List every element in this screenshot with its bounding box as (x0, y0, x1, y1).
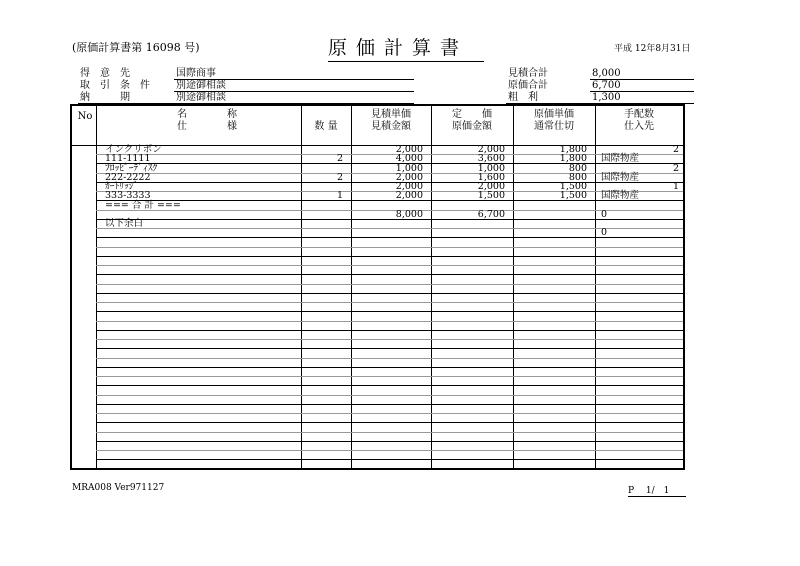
col-qty: 数 量 (314, 121, 338, 132)
delivery-value: 別途御相談 (174, 92, 414, 104)
row-sup: 0 (601, 208, 608, 220)
row-list: 2,000 (477, 181, 505, 192)
page-number: P 1/ 1 (628, 483, 686, 497)
row-list: 1,600 (477, 171, 505, 183)
row-cost: 800 (568, 171, 587, 183)
col-list-price: 定 価 (452, 109, 492, 120)
row-count: 2 (672, 144, 679, 155)
row-qty: 1 (336, 190, 343, 202)
row-est: 2,000 (395, 144, 423, 155)
customer-label: 得 意 先 (80, 68, 130, 80)
page-title: 原価計算書 (328, 33, 484, 62)
row-count: 2 (672, 162, 679, 174)
row-est: 2,000 (395, 181, 423, 192)
terms-value: 別途御相談 (174, 80, 414, 92)
document-number: (原価計算書第 16098 号) (72, 41, 200, 54)
row-cost: 1,800 (559, 144, 587, 155)
row-est: 4,000 (395, 153, 423, 165)
row-name: ｶｰﾄﾘｯｼﾞ (105, 181, 139, 192)
row-rule (96, 330, 683, 331)
gross-profit-label: 粗 利 (506, 92, 590, 104)
col-order-count: 手配数 (624, 109, 654, 120)
row-rule (96, 339, 683, 340)
gross-profit-value: 1,300 (590, 92, 694, 104)
row-rule (96, 274, 683, 275)
row-list: 2,000 (477, 144, 505, 155)
row-rule (96, 237, 683, 238)
col-no: No (77, 111, 93, 122)
row-rule (96, 247, 683, 248)
row-count: 1 (672, 181, 679, 192)
row-rule (96, 311, 683, 312)
row-sup: 国際物産 (601, 153, 640, 165)
col-est-amount: 見積金額 (371, 121, 411, 132)
col-cost-price: 原価単価 (534, 109, 574, 120)
row-rule (96, 358, 683, 359)
row-name: 333-3333 (105, 190, 151, 202)
row-list: 6,700 (477, 208, 505, 220)
row-est: 8,000 (395, 208, 423, 220)
col-spec: 仕 様 (177, 121, 237, 132)
col-normal: 通常仕切 (534, 121, 574, 132)
row-name: ﾌﾛｯﾋﾟｰﾃﾞｨｽｸ (105, 162, 158, 174)
row-sup: 国際物産 (601, 190, 640, 202)
col-name: 名 称 (177, 109, 237, 120)
terms-label: 取 引 条 件 (80, 80, 150, 91)
document-date: 平成 12年8月31日 (614, 44, 691, 54)
row-rule (96, 450, 683, 451)
row-cost: 1,800 (559, 153, 587, 165)
row-list: 1,000 (477, 162, 505, 174)
customer-value: 国際商事 (174, 68, 414, 80)
row-rule (96, 385, 683, 386)
row-est: 2,000 (395, 171, 423, 183)
col-cost-amount: 原価金額 (452, 121, 492, 132)
row-qty: 2 (336, 171, 343, 183)
cost-table (70, 104, 685, 470)
row-sup: 国際物産 (601, 171, 640, 183)
row-est: 2,000 (395, 190, 423, 202)
row-rule (96, 265, 683, 266)
row-rule (96, 422, 683, 423)
row-list: 1,500 (477, 190, 505, 202)
row-name: インクリボン (105, 144, 162, 155)
customer-info (78, 68, 414, 104)
row-cost: 1,500 (559, 181, 587, 192)
row-rule (96, 459, 683, 460)
cost-total-label: 原価合計 (508, 80, 548, 91)
row-rule (96, 404, 683, 405)
totals-info (506, 68, 694, 104)
row-rule (96, 348, 683, 349)
row-name: 222-2222 (105, 171, 151, 183)
row-cost: 800 (568, 162, 587, 174)
row-rule (96, 376, 683, 377)
row-rule (96, 432, 683, 433)
row-rule (96, 302, 683, 303)
row-list: 3,600 (477, 153, 505, 165)
delivery-label: 納 期 (78, 92, 174, 104)
row-rule (96, 321, 683, 322)
row-sup: 0 (601, 227, 608, 239)
row-rule (96, 441, 683, 442)
row-rule (96, 367, 683, 368)
version-label: MRA008 Ver971127 (72, 483, 165, 493)
estimate-total-value: 8,000 (590, 68, 694, 80)
cost-total-value: 6,700 (590, 80, 694, 92)
row-cost: 1,500 (559, 190, 587, 202)
estimate-total-label: 見積合計 (508, 68, 548, 80)
col-supplier: 仕入先 (624, 121, 654, 132)
row-name: 111-1111 (105, 153, 151, 165)
row-rule (96, 293, 683, 294)
row-rule (96, 284, 683, 285)
row-name: === 合 計 === (105, 199, 181, 211)
row-est: 1,000 (395, 162, 423, 174)
row-rule (96, 395, 683, 396)
col-est-price: 見積単価 (371, 109, 411, 120)
row-name: 以下余白 (105, 218, 144, 229)
row-rule (96, 413, 683, 414)
row-rule (96, 256, 683, 257)
row-qty: 2 (336, 153, 343, 165)
